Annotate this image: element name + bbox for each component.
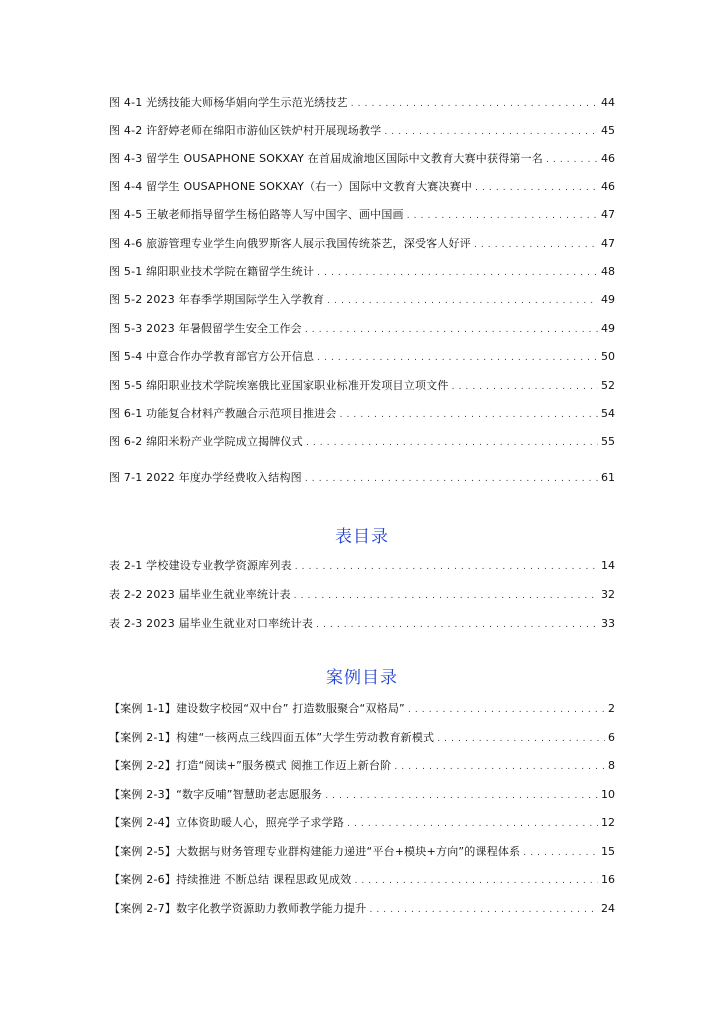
dot-leader — [546, 150, 598, 170]
entry-title: 表 2-3 2023 届毕业生就业对口率统计表 — [109, 617, 314, 630]
entry-title: 图 6-2 绵阳米粉产业学院成立揭牌仪式 — [109, 435, 303, 448]
figure-entry[interactable] — [109, 93, 615, 113]
figure-entry[interactable] — [109, 205, 615, 225]
entry-page-number: 49 — [601, 322, 615, 335]
dot-leader — [340, 405, 598, 425]
table-list-heading: 表目录 — [335, 527, 389, 547]
figure-entry[interactable] — [109, 290, 615, 310]
entry-title: 表 2-1 学校建设专业教学资源库列表 — [109, 559, 292, 572]
entry-title: 图 5-5 绵阳职业技术学院埃塞俄比亚国家职业标准开发项目立项文件 — [109, 379, 449, 392]
entry-title: 图 4-1 光绣技能大师杨华娟向学生示范光绣技艺 — [109, 96, 348, 109]
entry-page-number: 46 — [601, 152, 615, 165]
entry-title: 【案例 2-6】持续推进 不断总结 课程思政见成效 — [109, 873, 352, 886]
dot-leader — [327, 291, 598, 311]
entry-page-number: 8 — [608, 759, 615, 772]
entry-title: 【案例 2-4】立体资助暖人心，照亮学子求学路 — [109, 816, 345, 829]
entry-title: 图 4-2 许舒婷老师在绵阳市游仙区铁炉村开展现场教学 — [109, 124, 382, 137]
case-entry[interactable] — [109, 785, 615, 805]
dot-leader — [369, 900, 598, 920]
figure-entry[interactable] — [109, 177, 615, 197]
dot-leader — [347, 814, 598, 834]
entry-page-number: 55 — [601, 435, 615, 448]
entry-title: 【案例 2-1】构建“一核两点三线四面五体”大学生劳动教育新模式 — [109, 731, 435, 744]
entry-page-number: 12 — [601, 816, 615, 829]
entry-title: 图 5-1 绵阳职业技术学院在籍留学生统计 — [109, 265, 315, 278]
entry-page-number: 15 — [601, 845, 615, 858]
entry-title: 【案例 2-7】数字化教学资源助力教师教学能力提升 — [109, 902, 367, 915]
dot-leader — [295, 557, 598, 577]
dot-leader — [316, 615, 598, 635]
figure-entry[interactable] — [109, 121, 615, 141]
entry-title: 【案例 2-5】大数据与财务管理专业群构建能力递进“平台+模块+方向”的课程体系 — [109, 845, 521, 858]
figure-entry[interactable] — [109, 319, 615, 339]
entry-title: 图 5-3 2023 年暑假留学生安全工作会 — [109, 322, 302, 335]
dot-leader — [305, 469, 598, 489]
entry-title: 图 5-2 2023 年春季学期国际学生入学教育 — [109, 293, 325, 306]
figure-entry[interactable] — [109, 149, 615, 169]
figure-entry[interactable] — [109, 262, 615, 282]
dot-leader — [305, 320, 598, 340]
entry-page-number: 50 — [601, 350, 615, 363]
dot-leader — [452, 377, 598, 397]
dot-leader — [325, 786, 598, 806]
figure-entry[interactable] — [109, 404, 615, 424]
dot-leader — [394, 757, 605, 777]
figure-entry[interactable] — [109, 468, 615, 488]
dot-leader — [351, 94, 598, 114]
case-entry[interactable] — [109, 870, 615, 890]
dot-leader — [523, 843, 598, 863]
dot-leader — [407, 206, 598, 226]
dot-leader — [294, 586, 598, 606]
dot-leader — [384, 122, 598, 142]
dot-leader — [474, 235, 598, 255]
case-entry[interactable] — [109, 728, 615, 748]
case-entry[interactable] — [109, 899, 615, 919]
entry-page-number: 24 — [601, 902, 615, 915]
entry-page-number: 10 — [601, 788, 615, 801]
entry-title: 图 6-1 功能复合材料产教融合示范项目推进会 — [109, 407, 337, 420]
entry-title: 图 4-4 留学生 OUSAPHONE SOKXAY（右一）国际中文教育大赛决赛中 — [109, 180, 473, 193]
case-entry[interactable] — [109, 699, 615, 719]
case-entry[interactable] — [109, 842, 615, 862]
table-entry[interactable] — [109, 556, 615, 576]
entry-page-number: 48 — [601, 265, 615, 278]
entry-page-number: 61 — [601, 471, 615, 484]
entry-page-number: 54 — [601, 407, 615, 420]
dot-leader — [408, 700, 605, 720]
entry-title: 表 2-2 2023 届毕业生就业率统计表 — [109, 588, 291, 601]
entry-title: 【案例 1-1】建设数字校园“双中台” 打造数服聚合“双格局” — [109, 702, 405, 715]
entry-page-number: 47 — [601, 237, 615, 250]
entry-page-number: 32 — [601, 588, 615, 601]
dot-leader — [475, 178, 598, 198]
figure-entry[interactable] — [109, 234, 615, 254]
dot-leader — [317, 348, 598, 368]
entry-title: 【案例 2-2】打造“阅读+”服务模式 阅推工作迈上新台阶 — [109, 759, 392, 772]
figure-entry[interactable] — [109, 347, 615, 367]
entry-title: 图 5-4 中意合作办学教育部官方公开信息 — [109, 350, 315, 363]
entry-page-number: 2 — [608, 702, 615, 715]
entry-page-number: 33 — [601, 617, 615, 630]
entry-page-number: 49 — [601, 293, 615, 306]
entry-page-number: 14 — [601, 559, 615, 572]
entry-page-number: 45 — [601, 124, 615, 137]
entry-page-number: 52 — [601, 379, 615, 392]
table-entry[interactable] — [109, 585, 615, 605]
dot-leader — [354, 871, 598, 891]
figure-entry[interactable] — [109, 432, 615, 452]
case-entry[interactable] — [109, 813, 615, 833]
figure-entry[interactable] — [109, 376, 615, 396]
table-entry[interactable] — [109, 614, 615, 634]
entry-page-number: 44 — [601, 96, 615, 109]
case-entry[interactable] — [109, 756, 615, 776]
entry-page-number: 47 — [601, 208, 615, 221]
entry-title: 【案例 2-3】“数字反哺”智慧助老志愿服务 — [109, 788, 323, 801]
dot-leader — [317, 263, 598, 283]
case-list-heading: 案例目录 — [326, 668, 398, 688]
entry-page-number: 6 — [608, 731, 615, 744]
entry-page-number: 46 — [601, 180, 615, 193]
entry-title: 图 4-3 留学生 OUSAPHONE SOKXAY 在首届成渝地区国际中文教育大赛中获得第一名 — [109, 152, 543, 165]
dot-leader — [437, 729, 605, 749]
entry-title: 图 4-5 王敏老师指导留学生杨伯路等人写中国字、画中国画 — [109, 208, 404, 221]
dot-leader — [306, 433, 598, 453]
entry-title: 图 7-1 2022 年度办学经费收入结构图 — [109, 471, 302, 484]
entry-title: 图 4-6 旅游管理专业学生向俄罗斯客人展示我国传统茶艺，深受客人好评 — [109, 237, 471, 250]
entry-page-number: 16 — [601, 873, 615, 886]
